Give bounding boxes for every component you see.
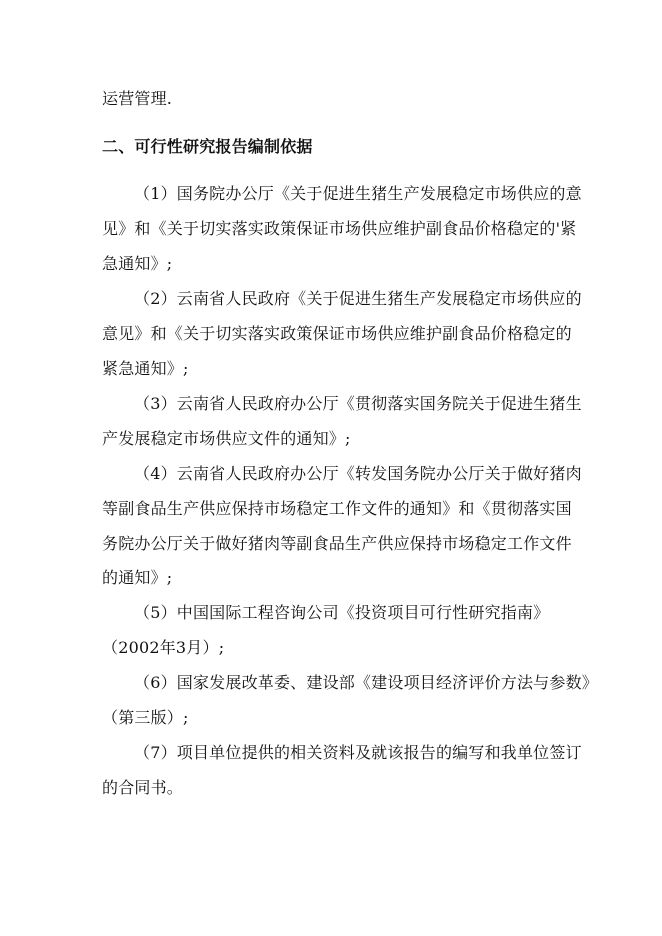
basis-item-5-line-2: （2002年3月）;	[102, 638, 225, 657]
continuation-text: 运营管理.	[102, 89, 173, 108]
basis-item-6-line-1: （6）国家发展改革委、建设部《建设项目经济评价方法与参数》	[134, 673, 598, 692]
basis-item-6-line-2: （第三版）;	[102, 708, 189, 727]
basis-item-4-line-3: 务院办公厅关于做好猪肉等副食品生产供应保持市场稳定工作文件	[102, 534, 572, 553]
basis-item-2-line-2: 意见》和《关于切实落实政策保证市场供应维护副食品价格稳定的	[102, 324, 572, 343]
basis-item-7-line-2: 的合同书。	[102, 778, 184, 797]
basis-item-5-line-1: （5）中国国际工程咨询公司《投资项目可行性研究指南》	[134, 603, 550, 622]
basis-item-1-line-1: （1）国务院办公厅《关于促进生猪生产发展稳定市场供应的意	[134, 184, 582, 203]
basis-item-4-line-2: 等副食品生产供应保持市场稳定工作文件的通知》和《贯彻落实国	[102, 499, 572, 518]
basis-item-1-line-2: 见》和《关于切实落实政策保证市场供应维护副食品价格稳定的'紧	[102, 219, 577, 238]
basis-item-2-line-1: （2）云南省人民政府《关于促进生猪生产发展稳定市场供应的	[134, 289, 582, 308]
section-heading: 二、可行性研究报告编制依据	[102, 137, 313, 156]
basis-item-7-line-1: （7）项目单位提供的相关资料及就该报告的编写和我单位签订	[134, 743, 582, 762]
basis-item-3-line-2: 产发展稳定市场供应文件的通知》;	[102, 429, 351, 448]
basis-item-4-line-4: 的通知》;	[102, 568, 173, 587]
basis-item-2-line-3: 紧急通知》;	[102, 359, 189, 378]
basis-item-3-line-1: （3）云南省人民政府办公厅《贯彻落实国务院关于促进生猪生	[134, 394, 582, 413]
basis-item-1-line-3: 急通知》;	[102, 254, 173, 273]
basis-item-4-line-1: （4）云南省人民政府办公厅《转发国务院办公厅关于做好猪肉	[134, 464, 582, 483]
